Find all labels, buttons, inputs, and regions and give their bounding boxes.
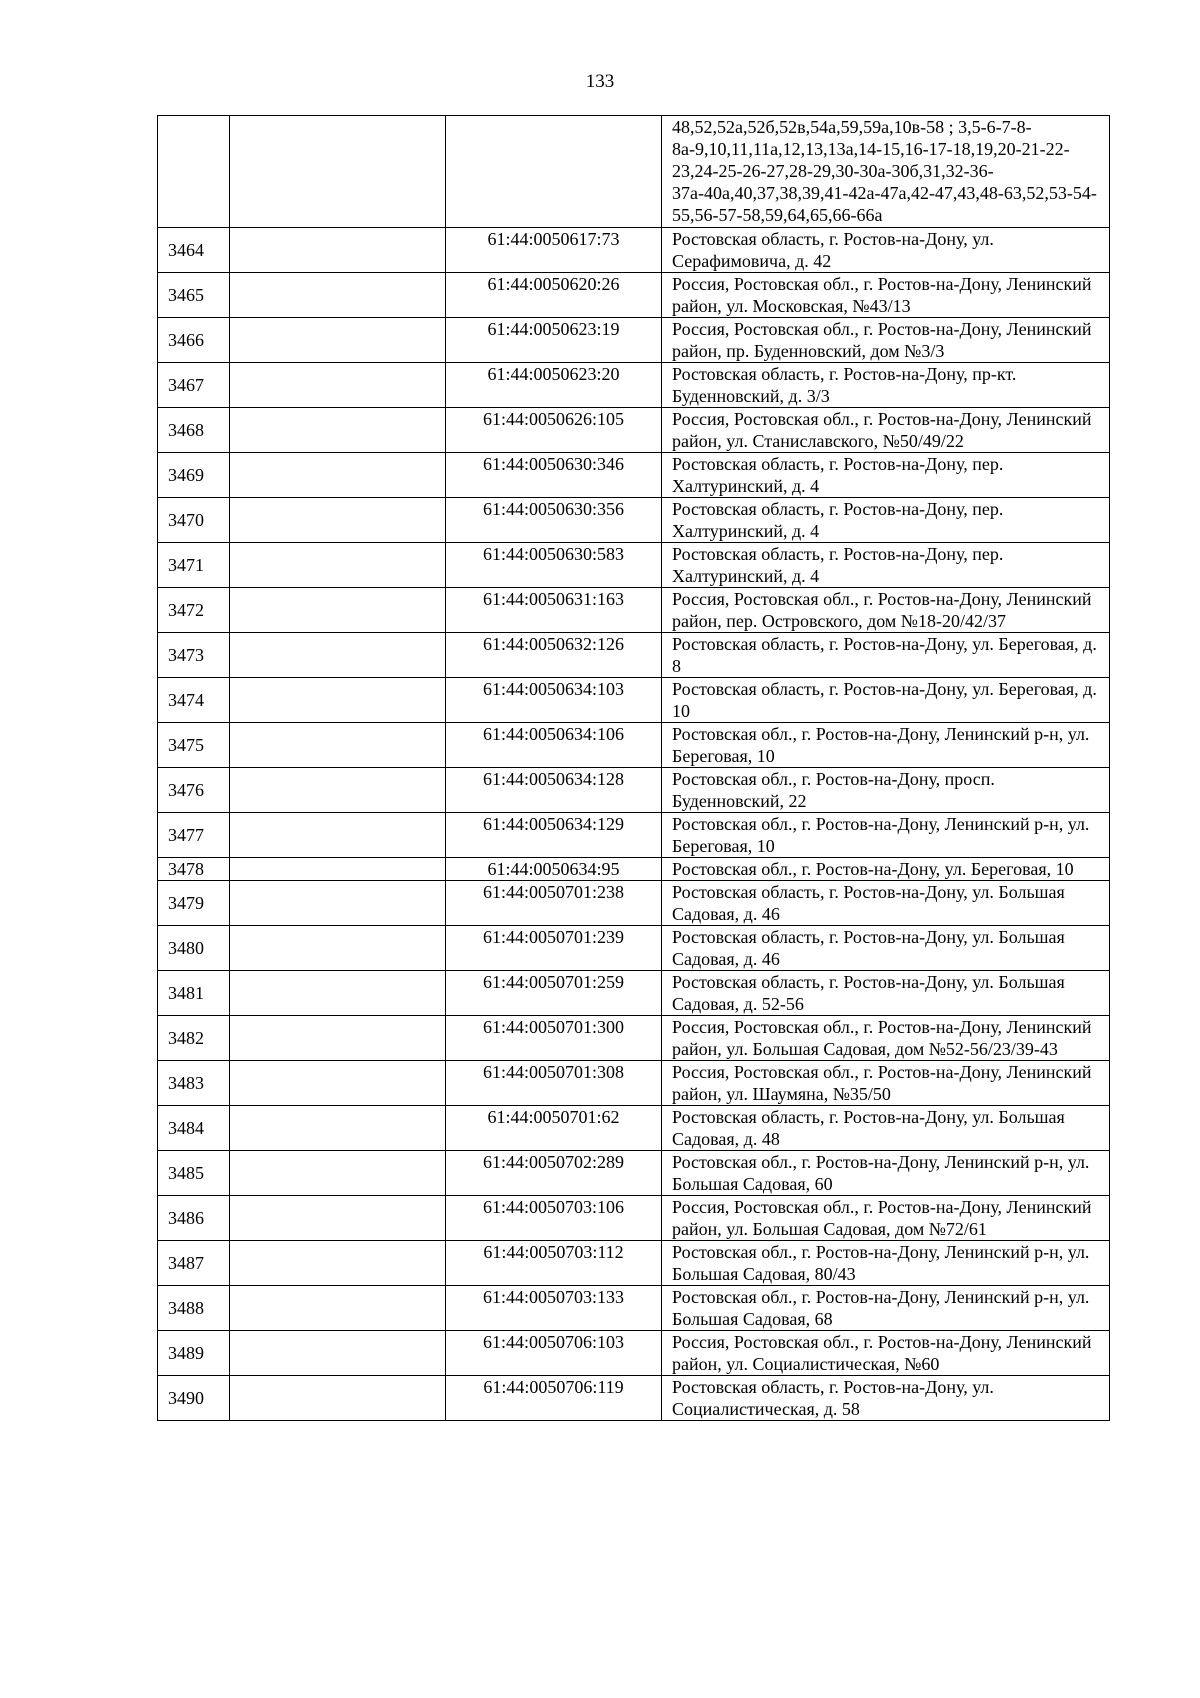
address-cell: Ростовская область, г. Ростов-на-Дону, ул. Серафимовича, д. 42 (662, 228, 1110, 273)
row-number-cell: 3483 (158, 1061, 230, 1106)
row-number-cell: 3467 (158, 363, 230, 408)
table-row (158, 318, 1110, 363)
address-cell: Россия, Ростовская обл., г. Ростов-на-Дону, Ленинский район, ул. Шаумяна, №35/50 (662, 1061, 1110, 1106)
empty-cell (230, 363, 446, 408)
empty-cell (230, 453, 446, 498)
empty-cell (230, 633, 446, 678)
row-number-cell: 3488 (158, 1286, 230, 1331)
row-number-cell: 3480 (158, 926, 230, 971)
row-number-cell: 3479 (158, 881, 230, 926)
cadastral-number-cell: 61:44:0050634:103 (446, 678, 662, 723)
empty-cell (230, 498, 446, 543)
row-number-cell: 3474 (158, 678, 230, 723)
address-cell: Россия, Ростовская обл., г. Ростов-на-Дону, Ленинский район, пер. Островского, дом №18-20/42/37 (662, 588, 1110, 633)
empty-cell (230, 926, 446, 971)
property-registry-table (157, 115, 1110, 1421)
address-cell: Ростовская обл., г. Ростов-на-Дону, ул. Береговая, 10 (662, 858, 1110, 881)
cadastral-number-cell: 61:44:0050623:19 (446, 318, 662, 363)
address-cell: Ростовская область, г. Ростов-на-Дону, ул. Береговая, д. 10 (662, 678, 1110, 723)
table-row (158, 723, 1110, 768)
address-cell: Россия, Ростовская обл., г. Ростов-на-Дону, Ленинский район, ул. Большая Садовая, дом №72/61 (662, 1196, 1110, 1241)
table-row (158, 116, 1110, 228)
row-number-cell: 3476 (158, 768, 230, 813)
cadastral-number-cell: 61:44:0050703:106 (446, 1196, 662, 1241)
address-cell: Ростовская область, г. Ростов-на-Дону, пр-кт. Буденновский, д. 3/3 (662, 363, 1110, 408)
table-row (158, 881, 1110, 926)
cadastral-number-cell: 61:44:0050703:112 (446, 1241, 662, 1286)
table-row (158, 858, 1110, 881)
cadastral-number-cell: 61:44:0050634:106 (446, 723, 662, 768)
table-row (158, 273, 1110, 318)
row-number-cell: 3469 (158, 453, 230, 498)
cadastral-number-cell: 61:44:0050702:289 (446, 1151, 662, 1196)
cadastral-number-cell: 61:44:0050634:128 (446, 768, 662, 813)
row-number-cell: 3485 (158, 1151, 230, 1196)
page-number: 133 (585, 71, 615, 92)
address-cell: Ростовская область, г. Ростов-на-Дону, ул. Большая Садовая, д. 46 (662, 881, 1110, 926)
empty-cell (230, 116, 446, 228)
cadastral-number-cell: 61:44:0050701:239 (446, 926, 662, 971)
table-row (158, 1196, 1110, 1241)
empty-cell (230, 273, 446, 318)
cadastral-number-cell: 61:44:0050634:95 (446, 858, 662, 881)
cadastral-number-cell: 61:44:0050631:163 (446, 588, 662, 633)
address-cell: Ростовская обл., г. Ростов-на-Дону, Ленинский р-н, ул. Береговая, 10 (662, 723, 1110, 768)
address-cell: Ростовская область, г. Ростов-на-Дону, ул. Большая Садовая, д. 52-56 (662, 971, 1110, 1016)
row-number-cell: 3466 (158, 318, 230, 363)
cadastral-number-cell: 61:44:0050701:300 (446, 1016, 662, 1061)
empty-cell (230, 678, 446, 723)
address-cell: Ростовская область, г. Ростов-на-Дону, ул. Большая Садовая, д. 48 (662, 1106, 1110, 1151)
cadastral-number-cell: 61:44:0050630:346 (446, 453, 662, 498)
row-number-cell: 3465 (158, 273, 230, 318)
empty-cell (230, 1196, 446, 1241)
empty-cell (230, 1151, 446, 1196)
cadastral-number-cell: 61:44:0050617:73 (446, 228, 662, 273)
row-number-cell: 3490 (158, 1376, 230, 1421)
table-row (158, 633, 1110, 678)
table-row (158, 1016, 1110, 1061)
empty-cell (230, 881, 446, 926)
cadastral-number-cell: 61:44:0050701:238 (446, 881, 662, 926)
address-cell: Россия, Ростовская обл., г. Ростов-на-Дону, Ленинский район, ул. Станиславского, №50/49/22 (662, 408, 1110, 453)
table-row (158, 453, 1110, 498)
table-row (158, 1241, 1110, 1286)
table-row (158, 926, 1110, 971)
empty-cell (230, 813, 446, 858)
cadastral-number-cell: 61:44:0050626:105 (446, 408, 662, 453)
empty-cell (230, 1331, 446, 1376)
empty-cell (230, 1016, 446, 1061)
cadastral-number-cell: 61:44:0050623:20 (446, 363, 662, 408)
table-row (158, 1286, 1110, 1331)
empty-cell (230, 858, 446, 881)
table-row (158, 363, 1110, 408)
address-cell: Ростовская область, г. Ростов-на-Дону, пер. Халтуринский, д. 4 (662, 498, 1110, 543)
registry-table-body (158, 116, 1110, 1421)
address-cell: Россия, Ростовская обл., г. Ростов-на-Дону, Ленинский район, пр. Буденновский, дом №3/3 (662, 318, 1110, 363)
empty-cell (230, 588, 446, 633)
row-number-cell: 3475 (158, 723, 230, 768)
table-row (158, 408, 1110, 453)
cadastral-number-cell: 61:44:0050632:126 (446, 633, 662, 678)
empty-cell (230, 723, 446, 768)
address-cell: 48,52,52а,52б,52в,54а,59,59а,10в-58 ; 3,5-6-7-8-8а-9,10,11,11а,12,13,13а,14-15,16-17-18,19,20-21-22-23,24-25-26-27,28-29,30-30а-30б,31,32-36-37а-40а,40,37,38,39,41-42а-47а,42-47,43,48-63,52,53-54-55,56-57-58,59,64,65,66-66а (662, 116, 1110, 228)
address-cell: Ростовская обл., г. Ростов-на-Дону, Ленинский р-н, ул. Большая Садовая, 60 (662, 1151, 1110, 1196)
row-number-cell: 3464 (158, 228, 230, 273)
row-number-cell: 3473 (158, 633, 230, 678)
table-row (158, 678, 1110, 723)
empty-cell (230, 543, 446, 588)
row-number-cell: 3472 (158, 588, 230, 633)
empty-cell (230, 1376, 446, 1421)
address-cell: Россия, Ростовская обл., г. Ростов-на-Дону, Ленинский район, ул. Социалистическая, №60 (662, 1331, 1110, 1376)
row-number-cell (158, 116, 230, 228)
cadastral-number-cell (446, 116, 662, 228)
row-number-cell: 3487 (158, 1241, 230, 1286)
empty-cell (230, 1106, 446, 1151)
row-number-cell: 3477 (158, 813, 230, 858)
empty-cell (230, 1286, 446, 1331)
cadastral-number-cell: 61:44:0050703:133 (446, 1286, 662, 1331)
table-row (158, 813, 1110, 858)
row-number-cell: 3468 (158, 408, 230, 453)
address-cell: Ростовская область, г. Ростов-на-Дону, пер. Халтуринский, д. 4 (662, 453, 1110, 498)
cadastral-number-cell: 61:44:0050701:259 (446, 971, 662, 1016)
address-cell: Ростовская область, г. Ростов-на-Дону, ул. Большая Садовая, д. 46 (662, 926, 1110, 971)
address-cell: Россия, Ростовская обл., г. Ростов-на-Дону, Ленинский район, ул. Московская, №43/13 (662, 273, 1110, 318)
cadastral-number-cell: 61:44:0050701:308 (446, 1061, 662, 1106)
table-row (158, 971, 1110, 1016)
row-number-cell: 3471 (158, 543, 230, 588)
cadastral-number-cell: 61:44:0050630:356 (446, 498, 662, 543)
table-row (158, 543, 1110, 588)
address-cell: Ростовская область, г. Ростов-на-Дону, ул. Социалистическая, д. 58 (662, 1376, 1110, 1421)
address-cell: Ростовская обл., г. Ростов-на-Дону, Ленинский р-н, ул. Большая Садовая, 68 (662, 1286, 1110, 1331)
address-cell: Россия, Ростовская обл., г. Ростов-на-Дону, Ленинский район, ул. Большая Садовая, дом №52-56/23/39-43 (662, 1016, 1110, 1061)
row-number-cell: 3478 (158, 858, 230, 881)
row-number-cell: 3486 (158, 1196, 230, 1241)
address-cell: Ростовская область, г. Ростов-на-Дону, пер. Халтуринский, д. 4 (662, 543, 1110, 588)
cadastral-number-cell: 61:44:0050701:62 (446, 1106, 662, 1151)
table-row (158, 588, 1110, 633)
cadastral-number-cell: 61:44:0050706:119 (446, 1376, 662, 1421)
table-row (158, 1331, 1110, 1376)
address-cell: Ростовская обл., г. Ростов-на-Дону, Ленинский р-н, ул. Береговая, 10 (662, 813, 1110, 858)
cadastral-number-cell: 61:44:0050634:129 (446, 813, 662, 858)
empty-cell (230, 318, 446, 363)
row-number-cell: 3484 (158, 1106, 230, 1151)
row-number-cell: 3481 (158, 971, 230, 1016)
empty-cell (230, 1061, 446, 1106)
row-number-cell: 3489 (158, 1331, 230, 1376)
cadastral-number-cell: 61:44:0050620:26 (446, 273, 662, 318)
row-number-cell: 3470 (158, 498, 230, 543)
empty-cell (230, 408, 446, 453)
empty-cell (230, 971, 446, 1016)
row-number-cell: 3482 (158, 1016, 230, 1061)
empty-cell (230, 768, 446, 813)
table-row (158, 498, 1110, 543)
empty-cell (230, 228, 446, 273)
address-cell: Ростовская обл., г. Ростов-на-Дону, Ленинский р-н, ул. Большая Садовая, 80/43 (662, 1241, 1110, 1286)
table-row (158, 1106, 1110, 1151)
table-row (158, 1376, 1110, 1421)
table-row (158, 768, 1110, 813)
cadastral-number-cell: 61:44:0050630:583 (446, 543, 662, 588)
address-cell: Ростовская обл., г. Ростов-на-Дону, просп. Буденновский, 22 (662, 768, 1110, 813)
cadastral-number-cell: 61:44:0050706:103 (446, 1331, 662, 1376)
table-row (158, 1061, 1110, 1106)
table-row (158, 228, 1110, 273)
address-cell: Ростовская область, г. Ростов-на-Дону, ул. Береговая, д. 8 (662, 633, 1110, 678)
table-row (158, 1151, 1110, 1196)
empty-cell (230, 1241, 446, 1286)
